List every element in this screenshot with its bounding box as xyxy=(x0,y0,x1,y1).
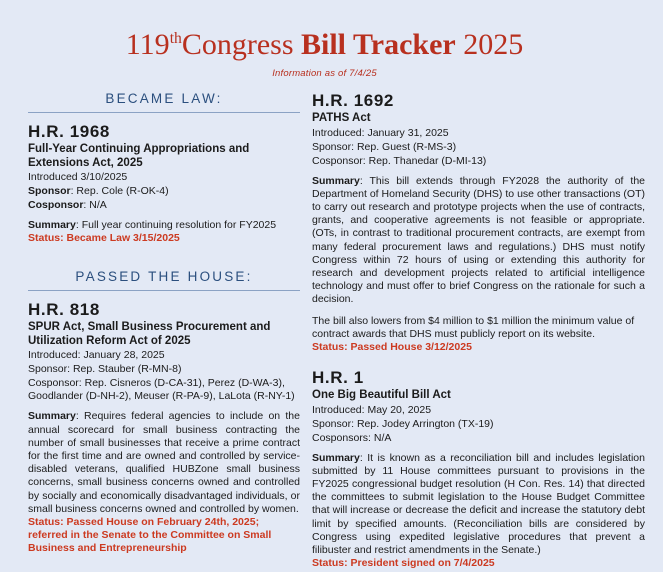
page-title xyxy=(0,28,649,62)
page-header xyxy=(0,0,649,79)
bill-number: H.R. 1 xyxy=(312,368,364,388)
bill-title: SPUR Act, Small Business Procurement and Utilization Reform Act of 2025 xyxy=(28,321,271,347)
summary-label: Summary xyxy=(312,451,360,464)
bill-sponsor: Sponsor: Rep. Stauber (R-MN-8) xyxy=(28,363,182,376)
congress-word: Congress xyxy=(181,28,294,61)
bill-number: H.R. 1692 xyxy=(312,91,394,110)
summary-text: : Full year continuing resolution for FY2025 xyxy=(75,219,277,231)
bill-summary xyxy=(28,410,300,516)
bill-summary-continued: The bill also lowers from $4 million to $1 million the minimum value of contract awards that DHS must publicly report on its website. xyxy=(312,314,635,340)
bill-introduced: Introduced: May 20, 2025 xyxy=(312,403,432,416)
summary-text: : This bill extends through FY2028 the authority of the Department of Homeland Security (DHS) to use other transactions (OT) to carry out research and prototype projects when the use of contracts, grants, and cooperative agreements is not feasible or appropriate. (OTs, in contrast to traditional procurement contracts, are exempt from many federal procurement laws and regulations.) DHS must notify Congress within 72 hours of using or extending this authority for research and development projects related to artificial intelligence technology and must offer to brief Congress on the rationale for such a decision. xyxy=(312,174,645,306)
summary-text: : It is known as a reconciliation bill and includes legislation submitted by 11 House committees pursuant to provisions in the FY2025 congressional budget resolution (H Con. Res. 14) that directed the committees to submit legislation to the House Budget Committee that will increase or decrease the deficit and increase the statutory debt limit by specified amounts. (Reconciliation bills are considered by Congress using expedited legislative procedures that prevent a filibuster and restrict amendments in the Senate.) xyxy=(312,451,645,557)
bill-card-hr1 xyxy=(312,368,645,570)
bill-introduced: Introduced: January 28, 2025 xyxy=(28,349,165,362)
section-heading-passed-house: PASSED THE HOUSE: xyxy=(75,269,253,285)
right-column xyxy=(300,91,649,572)
information-as-of: Information as of 7/4/25 xyxy=(272,68,377,79)
content-columns xyxy=(0,91,649,572)
section-heading-became-law: BECAME LAW: xyxy=(105,91,223,106)
bill-sponsor: Sponsor: Rep. Guest (R-MS-3) xyxy=(312,140,457,153)
section-divider xyxy=(28,112,300,113)
ordinal-suffix: th xyxy=(169,30,182,47)
sponsor-label: Sponsor xyxy=(28,185,71,197)
section-divider xyxy=(28,290,300,291)
bill-status: Status: Passed House 3/12/2025 xyxy=(312,340,472,353)
bill-summary xyxy=(312,452,645,558)
bill-sponsor xyxy=(28,185,300,198)
summary-text: : Requires federal agencies to include on the annual scorecard for small business contracting the number of small businesses that receive a prime contract for the first time and are owned and controlled by service-disabled veterans, qualified HUBZone small business concerns, small business concerns owned and controlled by socially and economically disadvantaged individuals, or small business concerns owned and controlled by women. xyxy=(28,410,300,515)
bill-summary xyxy=(312,175,645,307)
bill-card-hr818 xyxy=(28,300,300,555)
bill-cosponsor xyxy=(28,199,300,212)
bill-cosponsor: Cosponsor: Rep. Cisneros (D-CA-31), Perez (D-WA-3), Goodlander (D-NH-2), Meuser (R-PA-9), LaLota (R-NY-1) xyxy=(28,377,295,403)
bill-status: Status: Became Law 3/15/2025 xyxy=(28,232,180,245)
summary-label: Summary xyxy=(28,219,76,231)
bill-introduced: Introduced 3/10/2025 xyxy=(28,171,128,183)
left-column xyxy=(0,91,300,558)
congress-number: 119 xyxy=(125,28,170,61)
bill-cosponsor: Cosponsor: Rep. Thanedar (D-MI-13) xyxy=(312,154,487,167)
bill-sponsor: Sponsor: Rep. Jodey Arrington (TX-19) xyxy=(312,417,494,430)
summary-label: Summary xyxy=(28,410,76,423)
bill-title: One Big Beautiful Bill Act xyxy=(312,389,451,402)
bill-number: H.R. 1968 xyxy=(28,122,110,141)
bill-status: Status: President signed on 7/4/2025 xyxy=(312,557,495,570)
bill-title: PATHS Act xyxy=(312,112,371,124)
bill-cosponsor: Cosponsors: N/A xyxy=(312,431,392,444)
bill-tracker-words: Bill Tracker xyxy=(301,28,456,61)
section-spacer xyxy=(28,247,300,269)
bill-title: Full-Year Continuing Appropriations and Extensions Act, 2025 xyxy=(28,143,250,169)
cosponsor-label: Cosponsor xyxy=(28,199,84,211)
sponsor-value: : Rep. Cole (R-OK-4) xyxy=(70,185,169,197)
bill-number: H.R. 818 xyxy=(28,300,100,320)
bill-status: Status: Passed House on February 24th, 2025; referred in the Senate to the Committee on Small Business and Entrepreneurship xyxy=(28,516,272,555)
title-year: 2025 xyxy=(463,28,524,61)
bill-card-hr1692 xyxy=(312,91,645,354)
bill-card-hr1968 xyxy=(28,122,300,245)
bill-introduced: Introduced: January 31, 2025 xyxy=(312,126,449,139)
cosponsor-value: : N/A xyxy=(83,199,107,211)
bill-summary xyxy=(28,219,300,232)
summary-label: Summary xyxy=(312,174,360,187)
